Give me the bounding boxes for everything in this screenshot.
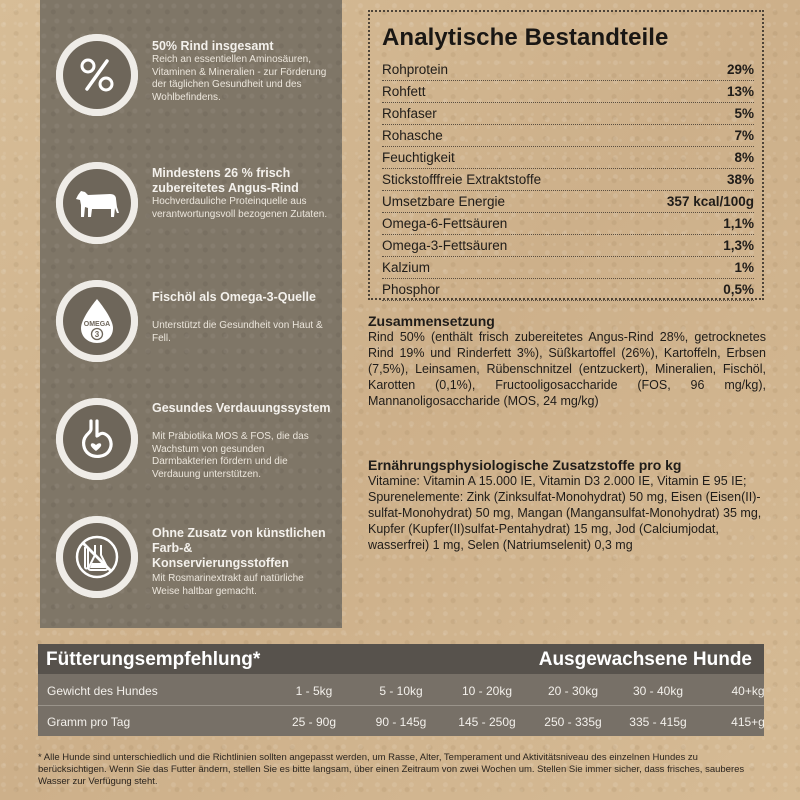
row-value: 38%	[726, 172, 754, 187]
row-name: Phosphor	[382, 282, 440, 297]
feeding-table	[38, 644, 764, 736]
no-chemicals-icon	[56, 516, 138, 598]
feature-title: 50% Rind insgesamt	[152, 39, 274, 53]
svg-text:3: 3	[94, 330, 100, 339]
row-name: Omega-6-Fettsäuren	[382, 216, 508, 231]
row-value: 7%	[734, 128, 754, 143]
feature-beef-total	[50, 34, 340, 134]
analytics-row	[382, 169, 754, 191]
row-name: Omega-3-Fettsäuren	[382, 238, 508, 253]
analytics-row	[382, 257, 754, 279]
analytics-row	[382, 125, 754, 147]
grams-cell: 335 - 415g	[629, 715, 687, 729]
analytics-title: Analytische Bestandteile	[382, 24, 669, 51]
feature-title: Fischöl als Omega-3-Quelle	[152, 290, 316, 304]
grams-cell: 250 - 335g	[544, 715, 602, 729]
row-name: Rohfaser	[382, 106, 437, 121]
feeding-title: Fütterungsempfehlung*	[46, 649, 261, 670]
analytics-row	[382, 81, 754, 103]
grams-cell: 415+g	[731, 715, 765, 729]
feature-text: Hochverdauliche Proteinquelle aus verantwortungsvoll bezogenen Zutaten.	[152, 196, 328, 220]
feature-text: Unterstützt die Gesundheit von Haut & Fell.	[152, 320, 323, 344]
grams-row-label: Gramm pro Tag	[47, 715, 131, 729]
weight-cell: 30 - 40kg	[632, 684, 684, 698]
weight-row-label: Gewicht des Hundes	[47, 684, 158, 698]
row-name: Kalzium	[382, 260, 431, 275]
grams-cell: 25 - 90g	[291, 715, 337, 729]
analytics-row	[382, 59, 754, 81]
analytics-row	[382, 279, 754, 301]
composition-title: Zusammensetzung	[368, 313, 495, 329]
footnote: * Alle Hunde sind unterschiedlich und die Richtlinien sollten angepasst werden, um Rasse, Alter, Temperament und Aktivitätsniveau des einzelnen Hundes zu berücksichtigen. Wenn Sie das Futter ändern, stellen Sie es bitte langsam, über einen Zeitraum von zwei Wochen um. Stellen Sie immer sicher, dass frisches, sauberes Wasser zur Verfügung steht.	[38, 752, 745, 787]
weight-cell: 1 - 5kg	[295, 684, 333, 698]
features-panel	[40, 0, 342, 628]
feature-text: Mit Präbiotika MOS & FOS, die das Wachstum von gesunden Darmbakterien fördern und die Verdauung unterstützen.	[152, 431, 309, 480]
feature-text: Mit Rosmarinextrakt auf natürliche Weise haltbar gemacht.	[152, 573, 304, 597]
row-value: 1,3%	[723, 238, 754, 253]
feature-title: Mindestens 26 % frisch zubereitetes Angus-Rind	[152, 166, 299, 195]
additives-text: Vitamine: Vitamin A 15.000 IE, Vitamin D3 2.000 IE, Vitamin E 95 IE; Spurenelemente: Zink (Zinksulfat-Monohydrat) 50 mg, Eisen (Eisen(II)-sulfat-Monohydrat) 50 mg, Mangan (Mangansulfat-Monohydrat) 35 mg, Kupfer (Kupfer(II)sulfat-Pentahydrat) 15 mg, Jod (Calciumjodat, wasserfrei) 1 mg, Selen (Natriumselenit) 0,3 mg	[368, 474, 762, 552]
feeding-subtitle: Ausgewachsene Hunde	[538, 649, 752, 670]
row-value: 13%	[726, 84, 754, 99]
weight-cell: 20 - 30kg	[547, 684, 599, 698]
row-name: Rohasche	[382, 128, 443, 143]
row-value: 29%	[726, 62, 754, 77]
analytics-table	[382, 59, 754, 301]
row-name: Rohprotein	[382, 62, 449, 77]
feature-fish-oil	[50, 280, 340, 380]
feature-angus-beef	[50, 162, 340, 262]
analytics-box	[368, 10, 764, 300]
composition-text: Rind 50% (enthält frisch zubereitetes Angus-Rind 28%, getrocknetes Rind 19% und Rinderfett 3%), Süßkartoffel (26%), Kartoffeln, Erbsen (7,5%), Leinsamen, Rübenschnitzel (entzuckert), Mineralien, Fischöl, Karotten (0,1%), Fructooligosaccharide (FOS, 96 mg/kg), Mannanoligosaccharide (MOS, 24 mg/kg)	[368, 330, 766, 408]
feature-text: Reich an essentiellen Aminosäuren, Vitaminen & Mineralien - zur Förderung der täglichen Gesundheit und des Wohlbefindens.	[152, 54, 327, 103]
weight-cell: 40+kg	[731, 684, 765, 698]
analytics-row	[382, 147, 754, 169]
omega-drop-icon	[56, 280, 138, 362]
row-name: Feuchtigkeit	[382, 150, 455, 165]
row-value: 0,5%	[723, 282, 754, 297]
row-value: 5%	[734, 106, 754, 121]
svg-text:OMEGA: OMEGA	[83, 321, 111, 328]
additives-title: Ernährungsphysiologische Zusatzstoffe pro kg	[368, 457, 682, 473]
cow-icon	[56, 162, 138, 244]
grams-cell: 90 - 145g	[375, 715, 427, 729]
composition-section	[368, 313, 766, 409]
weight-cell: 10 - 20kg	[461, 684, 513, 698]
weight-cell: 5 - 10kg	[379, 684, 423, 698]
analytics-row	[382, 213, 754, 235]
feature-digestion	[50, 398, 340, 498]
analytics-row	[382, 103, 754, 125]
analytics-row	[382, 235, 754, 257]
row-value: 1,1%	[723, 216, 754, 231]
row-name: Stickstofffreie Extraktstoffe	[382, 172, 542, 187]
grams-row	[38, 705, 764, 735]
stomach-icon	[56, 398, 138, 480]
grams-cell: 145 - 250g	[458, 715, 516, 729]
feeding-header	[38, 644, 764, 674]
feature-no-additives	[50, 516, 340, 616]
feature-title: Gesundes Verdauungssystem	[152, 401, 331, 415]
additives-section	[368, 457, 766, 553]
row-name: Rohfett	[382, 84, 426, 99]
weight-row	[38, 675, 764, 705]
feature-title: Ohne Zusatz von künstlichen Farb-& Konservierungsstoffen	[152, 526, 326, 570]
row-value: 8%	[734, 150, 754, 165]
percent-icon	[56, 34, 138, 116]
row-value: 1%	[734, 260, 754, 275]
row-name: Umsetzbare Energie	[382, 194, 506, 209]
row-value: 357 kcal/100g	[666, 194, 754, 209]
analytics-row	[382, 191, 754, 213]
